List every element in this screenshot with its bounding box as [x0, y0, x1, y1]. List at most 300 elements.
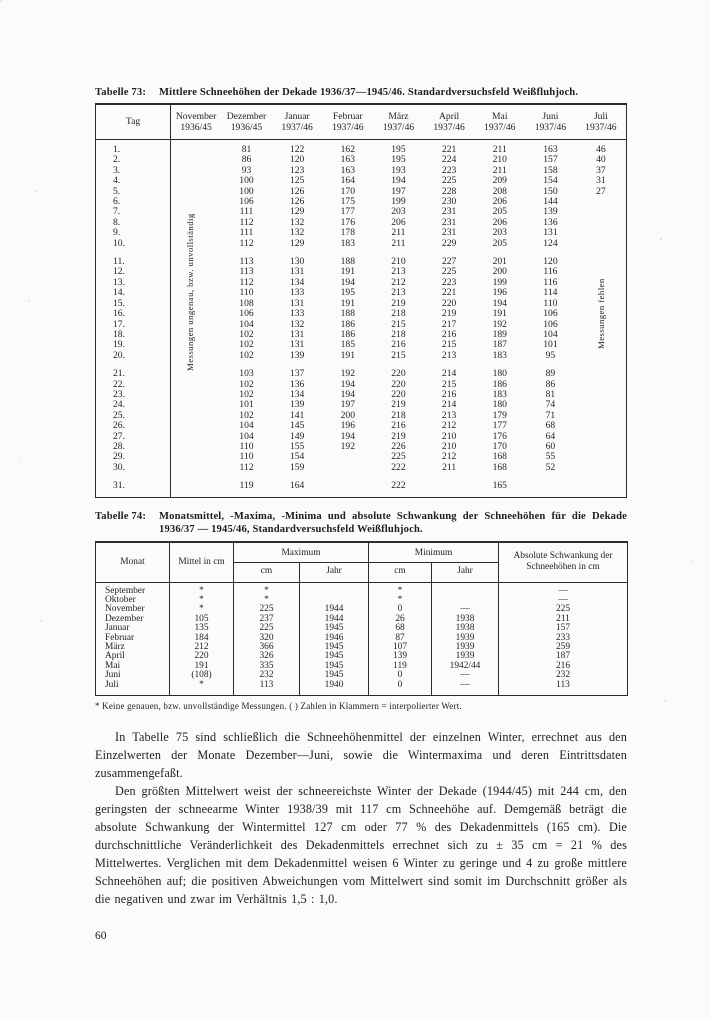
value-cell: 150 — [543, 185, 558, 197]
day-cell: 17. — [96, 320, 171, 330]
value-cell: 231 — [441, 216, 457, 228]
value-cell: 184 — [170, 634, 234, 643]
value-cell — [171, 340, 222, 350]
value-cell — [424, 481, 475, 497]
value-cell — [171, 380, 222, 390]
value-cell: 195 — [340, 287, 355, 299]
value-cell — [576, 421, 627, 431]
value-cell — [576, 390, 627, 400]
november-note-vertical: Messungen ungenau, bzw. unvollständig — [185, 213, 195, 371]
value-cell: 112 — [239, 216, 254, 228]
day-cell: 5. — [96, 187, 171, 197]
value-cell: 214 — [441, 368, 457, 380]
value-cell: 196 — [340, 420, 355, 432]
value-cell: 136 — [543, 216, 558, 228]
value-cell: 1939 — [432, 652, 499, 661]
value-cell: 208 — [492, 185, 507, 197]
table74-header-row-1 — [96, 542, 628, 563]
value-cell: 131 — [289, 266, 305, 278]
value-cell: 1942/44 — [432, 662, 499, 671]
value-cell: 110 — [239, 451, 254, 463]
table73-row — [96, 481, 627, 497]
value-cell: 213 — [391, 266, 406, 278]
value-cell: 129 — [289, 206, 305, 218]
value-cell — [171, 140, 222, 156]
month-cell: Mai — [105, 660, 121, 671]
table74-body — [96, 582, 628, 695]
value-cell: 218 — [391, 328, 406, 340]
value-cell — [432, 582, 499, 596]
value-cell: 106 — [239, 196, 254, 208]
value-cell: 194 — [391, 175, 406, 187]
value-cell: — — [432, 671, 499, 680]
day-cell: 8. — [96, 218, 171, 228]
value-cell: * — [170, 681, 234, 696]
value-cell: 1944 — [300, 605, 369, 614]
value-cell: 217 — [441, 318, 457, 330]
value-cell — [171, 463, 222, 473]
value-cell: 188 — [340, 256, 355, 268]
value-cell: 116 — [543, 266, 558, 278]
value-cell: 124 — [543, 237, 558, 249]
value-cell: 52 — [545, 461, 556, 473]
table74-row — [96, 605, 628, 614]
value-cell: 119 — [239, 480, 254, 492]
value-cell: 180 — [492, 368, 507, 380]
value-cell: 194 — [340, 388, 355, 400]
value-cell: 335 — [234, 662, 300, 671]
value-cell: 183 — [492, 388, 507, 400]
value-cell: 216 — [441, 328, 457, 340]
day-cell: 7. — [96, 207, 171, 217]
month-years: 1937/46 — [433, 122, 465, 133]
value-cell: 191 — [340, 297, 355, 309]
value-cell: 144 — [543, 196, 558, 208]
body-text — [95, 728, 627, 908]
table73-body — [96, 140, 627, 498]
value-cell — [171, 166, 222, 176]
value-cell: 228 — [441, 185, 457, 197]
month-column-header — [525, 104, 576, 140]
day-cell: 15. — [96, 299, 171, 309]
row-group-gap — [96, 473, 627, 481]
value-cell: — — [432, 605, 499, 614]
month-column-header — [272, 104, 323, 140]
value-cell: 131 — [289, 328, 305, 340]
value-cell — [576, 197, 627, 207]
value-cell: 192 — [340, 440, 355, 452]
value-cell — [576, 228, 627, 238]
month-name: Februar — [332, 111, 363, 122]
value-cell: * — [369, 596, 432, 605]
juli-note-vertical: Messungen fehlen — [596, 278, 606, 350]
value-cell — [171, 320, 222, 330]
month-cell: Dezember — [105, 613, 144, 624]
value-cell: 157 — [499, 624, 628, 633]
value-cell: 203 — [492, 227, 507, 239]
value-cell: 200 — [492, 266, 507, 278]
value-cell — [525, 481, 576, 497]
value-cell: 220 — [391, 388, 406, 400]
value-cell: 107 — [369, 643, 432, 652]
day-cell: 1. — [96, 140, 171, 156]
day-cell: 28. — [96, 442, 171, 452]
value-cell: 200 — [340, 409, 355, 421]
value-cell: 131 — [289, 339, 305, 351]
value-cell: — — [432, 681, 499, 696]
value-cell — [171, 351, 222, 361]
value-cell: 71 — [545, 409, 556, 421]
month-name: April — [438, 111, 460, 122]
value-cell: 222 — [391, 480, 406, 492]
day-cell: 2. — [96, 155, 171, 165]
value-cell: 220 — [391, 368, 406, 380]
value-cell: 210 — [391, 256, 406, 268]
table73 — [95, 103, 627, 498]
table74-row — [96, 643, 628, 652]
value-cell: 216 — [391, 339, 406, 351]
month-name: Juni — [542, 111, 559, 122]
value-cell: 203 — [391, 206, 406, 218]
value-cell: 211 — [492, 144, 507, 155]
value-cell: 1945 — [300, 652, 369, 661]
value-cell: 214 — [441, 399, 457, 411]
month-years: 1937/46 — [585, 122, 617, 133]
value-cell — [171, 442, 222, 452]
value-cell: 229 — [441, 237, 457, 249]
day-cell: 3. — [96, 166, 171, 176]
value-cell — [171, 228, 222, 238]
value-cell — [171, 330, 222, 340]
value-cell: 192 — [340, 368, 355, 380]
day-cell: 29. — [96, 452, 171, 462]
value-cell: 132 — [289, 216, 305, 228]
value-cell: 188 — [340, 308, 355, 320]
value-cell: 93 — [241, 164, 252, 176]
month-years: 1937/46 — [382, 122, 415, 133]
value-cell: 164 — [340, 175, 355, 187]
value-cell: 101 — [543, 339, 558, 351]
value-cell: 225 — [234, 624, 300, 633]
value-cell: 155 — [289, 440, 305, 452]
month-column-header — [576, 104, 627, 140]
value-cell: 106 — [543, 318, 558, 330]
value-cell: 0 — [369, 605, 432, 614]
value-cell: * — [170, 582, 234, 596]
value-cell — [576, 463, 627, 473]
value-cell: 81 — [545, 388, 556, 400]
value-cell: 131 — [543, 227, 558, 239]
value-cell — [576, 411, 627, 421]
day-cell: 21. — [96, 369, 171, 379]
value-cell: 0 — [369, 671, 432, 680]
paragraph-2: Den größten Mittelwert weist der schneereichste Winter der Dekade (1944/45) mit 244 cm, den geringsten der schneearme Winter 1938/39 mit 117 cm Schneehöhe auf. Demgemäß beträgt die absolute Schwankung der Wintermittel 127 cm oder 77 % des Dekadenmittels (165 cm). Die durchschnittliche Veränderlichkeit des Dekadenmittels errechnet sich zu ± 35 cm = 21 % des Mittelwertes. Verglichen mit dem Dekadenmittel weisen 6 Winter zu geringe und 4 zu große mittlere Schneehöhen auf; die positiven Abweichungen vom Mittelwert sind somit im Durchschnitt größer als die negativen und zwar im Verhältnis 1,5 : 1,0. — [95, 784, 627, 907]
value-cell: 197 — [391, 185, 406, 197]
value-cell: 212 — [441, 420, 457, 432]
value-cell: 165 — [492, 480, 507, 492]
day-cell: 19. — [96, 340, 171, 350]
value-cell — [576, 481, 627, 497]
value-cell: 60 — [545, 440, 556, 452]
month-column-header — [424, 104, 475, 140]
value-cell: 154 — [289, 451, 305, 463]
value-cell: 225 — [391, 451, 406, 463]
value-cell: 137 — [289, 368, 305, 380]
value-cell: 320 — [234, 634, 300, 643]
table73-row — [96, 351, 627, 361]
month-cell: Februar — [105, 632, 135, 643]
value-cell: 215 — [391, 318, 406, 330]
value-cell: 226 — [391, 440, 406, 452]
value-cell: 211 — [499, 615, 628, 624]
value-cell: 139 — [543, 206, 558, 218]
day-cell: 23. — [96, 390, 171, 400]
value-cell: 1945 — [300, 671, 369, 680]
value-cell — [576, 400, 627, 410]
table74-row — [96, 615, 628, 624]
value-cell: 187 — [492, 339, 507, 351]
table73-row — [96, 463, 627, 473]
table73-row — [96, 421, 627, 431]
value-cell: 40 — [596, 154, 606, 166]
value-cell: — — [499, 582, 628, 596]
value-cell: * — [170, 605, 234, 614]
value-cell — [171, 481, 222, 497]
value-cell: 193 — [391, 164, 406, 176]
value-cell: 139 — [369, 652, 432, 661]
value-cell: 86 — [241, 154, 252, 166]
value-cell: 95 — [545, 349, 556, 361]
value-cell: 132 — [289, 227, 305, 239]
value-cell: 206 — [391, 216, 406, 228]
value-cell: 180 — [492, 399, 507, 411]
value-cell: 1945 — [300, 624, 369, 633]
value-cell: 0 — [369, 681, 432, 696]
value-cell: 46 — [596, 144, 606, 155]
day-cell: 14. — [96, 288, 171, 298]
value-cell: 218 — [391, 308, 406, 320]
day-cell: 24. — [96, 400, 171, 410]
value-cell: 149 — [289, 430, 305, 442]
value-cell — [171, 155, 222, 165]
table73-row — [96, 369, 627, 379]
value-cell: 1945 — [300, 643, 369, 652]
value-cell: 120 — [543, 256, 558, 268]
table73-row — [96, 239, 627, 249]
value-cell — [171, 176, 222, 186]
value-cell: 195 — [391, 154, 406, 166]
value-cell: 175 — [340, 196, 355, 208]
value-cell: 210 — [441, 440, 457, 452]
table73-head — [96, 104, 627, 140]
day-cell: 18. — [96, 330, 171, 340]
value-cell — [322, 481, 373, 497]
value-cell: 133 — [289, 287, 305, 299]
value-cell: 219 — [391, 399, 406, 411]
value-cell — [171, 239, 222, 249]
value-cell — [576, 442, 627, 452]
day-cell: 16. — [96, 309, 171, 319]
value-cell — [322, 463, 373, 473]
value-cell — [322, 452, 373, 462]
month-cell: April — [105, 651, 125, 662]
day-cell: 31. — [96, 481, 171, 497]
value-cell: 1939 — [432, 643, 499, 652]
value-cell: 209 — [492, 175, 507, 187]
month-years: 1936/45 — [180, 122, 212, 133]
value-cell: 102 — [239, 388, 254, 400]
value-cell: 123 — [289, 164, 305, 176]
value-cell — [171, 218, 222, 228]
value-cell: 225 — [441, 266, 457, 278]
value-cell: 154 — [543, 175, 558, 187]
table74-caption: Monatsmittel, -Maxima, -Minima und absolute Schwankung der Schneehöhen für die Dekade 1936/37 — 1945/46, Standardversuchsfeld Weißfluhjoch. — [159, 510, 627, 535]
value-cell: 1945 — [300, 662, 369, 671]
table74-footnote: * Keine genauen, bzw. unvollständige Messungen. ( ) Zahlen in Klammern = interpolierter Wert. — [95, 701, 462, 712]
value-cell: 159 — [289, 461, 305, 473]
value-cell: 55 — [545, 451, 556, 463]
day-cell: 25. — [96, 411, 171, 421]
value-cell: 215 — [441, 339, 457, 351]
value-cell: 139 — [289, 399, 305, 411]
value-cell: 168 — [492, 461, 507, 473]
value-cell: 110 — [543, 297, 558, 309]
value-cell — [171, 369, 222, 379]
value-cell: 213 — [441, 409, 457, 421]
value-cell: 197 — [340, 399, 355, 411]
value-cell: 86 — [545, 378, 556, 390]
value-cell — [576, 452, 627, 462]
value-cell: 145 — [289, 420, 305, 432]
value-cell: 104 — [239, 318, 254, 330]
value-cell: 230 — [441, 196, 457, 208]
value-cell: 183 — [340, 237, 355, 249]
value-cell — [171, 257, 222, 267]
table74-row — [96, 634, 628, 643]
value-cell: 163 — [543, 144, 558, 155]
value-cell: 366 — [234, 643, 300, 652]
value-cell: 163 — [340, 154, 355, 166]
month-name: Juli — [593, 111, 608, 122]
value-cell: 187 — [499, 652, 628, 661]
value-cell — [576, 207, 627, 217]
value-cell: 141 — [289, 409, 305, 421]
table74-row — [96, 681, 628, 696]
value-cell: 225 — [234, 605, 300, 614]
value-cell: 191 — [170, 662, 234, 671]
value-cell: 108 — [239, 297, 254, 309]
value-cell: 134 — [289, 388, 305, 400]
value-cell: 176 — [492, 430, 507, 442]
value-cell: 178 — [340, 227, 355, 239]
value-cell — [300, 582, 369, 596]
value-cell: 210 — [441, 430, 457, 442]
table74 — [95, 541, 628, 696]
month-column-header — [221, 104, 272, 140]
value-cell: 213 — [391, 287, 406, 299]
table73-wrapper — [95, 103, 627, 498]
value-cell: 185 — [340, 339, 355, 351]
value-cell: 206 — [492, 216, 507, 228]
value-cell: 221 — [441, 144, 457, 155]
gap-cell — [96, 473, 171, 481]
value-cell: 31 — [596, 175, 606, 187]
value-cell: 101 — [239, 399, 254, 411]
value-cell: 102 — [239, 349, 254, 361]
table73-label: Tabelle 73: — [95, 87, 146, 98]
value-cell: 194 — [340, 276, 355, 288]
value-cell: 199 — [492, 276, 507, 288]
month-cell: Januar — [105, 623, 130, 634]
value-cell: 186 — [492, 378, 507, 390]
schwankung-header: Absolute Schwankung der Schneehöhen in cm — [499, 542, 628, 583]
value-cell: 113 — [239, 266, 254, 278]
table74-row — [96, 662, 628, 671]
value-cell: 191 — [492, 308, 507, 320]
paragraph-1: In Tabelle 75 sind schließlich die Schneehöhenmittel der einzelnen Winter, errechnet aus den Einzelwerten der Monate Dezember—Juni, sowie die Wintermaxima und deren Eintrittsdaten zusammengefaßt. — [95, 730, 627, 781]
month-cell: Juli — [105, 679, 119, 690]
minimum-header: Minimum — [369, 542, 499, 563]
value-cell: 89 — [545, 368, 556, 380]
value-cell: 110 — [239, 440, 254, 452]
min-jahr-header: Jahr — [432, 562, 499, 582]
value-cell: 74 — [545, 399, 556, 411]
value-cell: 179 — [492, 409, 507, 421]
value-cell: 170 — [340, 185, 355, 197]
value-cell: 194 — [492, 297, 507, 309]
value-cell: 211 — [442, 461, 457, 473]
value-cell: 111 — [239, 206, 254, 218]
value-cell: 191 — [340, 266, 355, 278]
value-cell: 211 — [391, 237, 406, 249]
value-cell: 176 — [340, 216, 355, 228]
table74-row — [96, 624, 628, 633]
month-years: 1937/46 — [281, 122, 313, 133]
day-cell: 11. — [96, 257, 171, 267]
value-cell: 110 — [239, 287, 254, 299]
value-cell — [171, 278, 222, 288]
day-column-header: Tag — [96, 104, 171, 140]
value-cell — [171, 421, 222, 431]
value-cell: 220 — [441, 297, 457, 309]
day-cell: 6. — [96, 197, 171, 207]
value-cell: 68 — [545, 420, 556, 432]
table74-row — [96, 596, 628, 605]
value-cell: — — [499, 596, 628, 605]
value-cell: 219 — [391, 297, 406, 309]
day-cell: 26. — [96, 421, 171, 431]
value-cell: 133 — [289, 308, 305, 320]
value-cell: 225 — [499, 605, 628, 614]
value-cell — [171, 411, 222, 421]
day-cell: 10. — [96, 239, 171, 249]
value-cell: 1939 — [432, 634, 499, 643]
value-cell: 225 — [441, 175, 457, 187]
table74-head — [96, 542, 628, 583]
value-cell: 1938 — [432, 615, 499, 624]
table73-caption: Mittlere Schneehöhen der Dekade 1936/37—1945/46. Standardversuchsfeld Weißfluhjoch. — [159, 87, 579, 98]
value-cell: 231 — [441, 227, 457, 239]
value-cell — [171, 309, 222, 319]
value-cell: 114 — [543, 287, 558, 299]
value-cell: 194 — [340, 378, 355, 390]
table74-title — [95, 510, 627, 536]
value-cell — [171, 197, 222, 207]
table74-row — [96, 652, 628, 661]
value-cell: 168 — [492, 451, 507, 463]
value-cell: 191 — [340, 349, 355, 361]
value-cell: 233 — [499, 634, 628, 643]
